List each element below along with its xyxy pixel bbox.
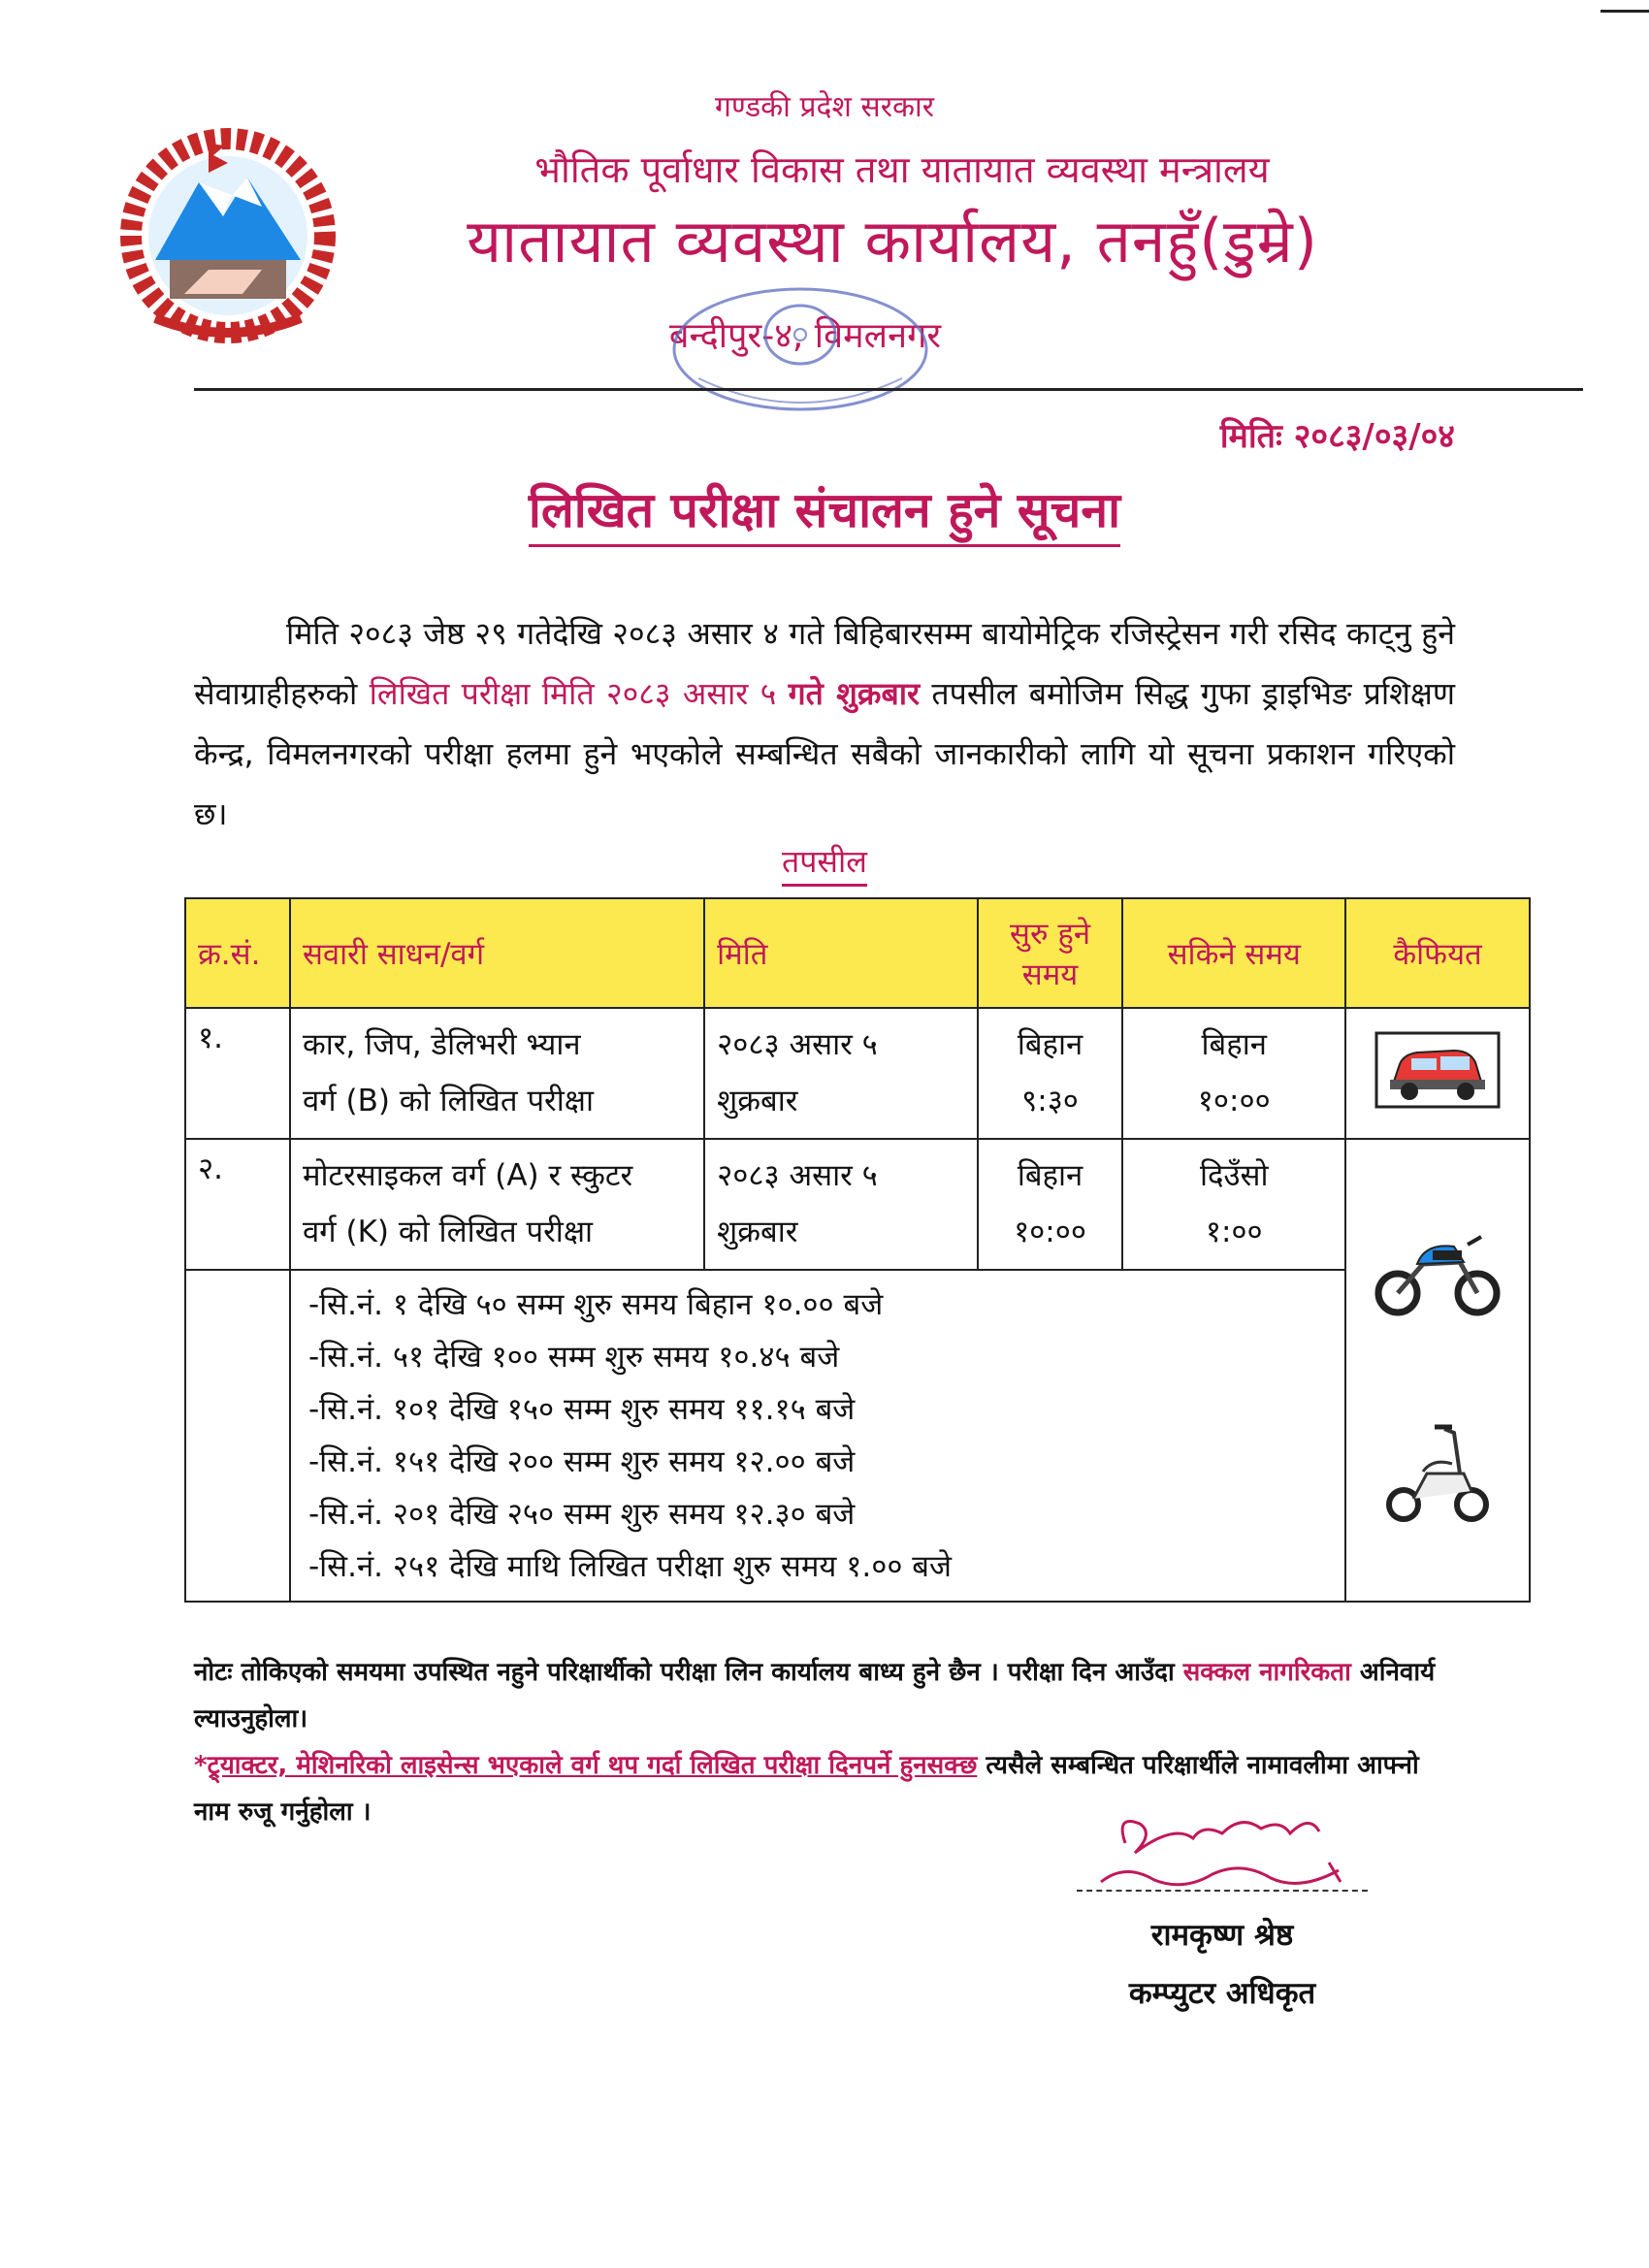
start-line2: १०:०० <box>1014 1215 1086 1249</box>
cell-remarks <box>1345 1008 1530 1139</box>
end-line1: बिहान <box>1201 1027 1267 1062</box>
cell-empty <box>185 1270 290 1602</box>
cell-vehicle <box>290 1008 704 1139</box>
cell-date <box>704 1008 977 1139</box>
notice-date: मितिः २०८३/०३/०४ <box>1219 417 1455 456</box>
vehicle-line1: मोटरसाइकल वर्ग (A) र स्कुटर <box>302 1158 633 1193</box>
note-citizenship: सक्कल नागरिकता <box>1182 1658 1351 1687</box>
table-header-row <box>185 898 1530 1008</box>
corner-mark <box>1600 10 1649 13</box>
cell-sn: २. <box>185 1139 290 1270</box>
body-text-part2: तपसील बमोजिम सिद्ध गुफा ड्राइभिङ प्रशिक्षण केन्द्र, विमलनगरको परीक्षा हलमा हुने भएकोले सम्बन्धित सबैको जानकारीको लागि यो सूचना प्रकाशन गरिएको छ। <box>194 675 1455 832</box>
cell-sn: १. <box>185 1008 290 1139</box>
header-date: मिति <box>704 898 977 1008</box>
session-time-item: -सि.नं. २५१ देखि माथि लिखित परीक्षा शुरु समय १.०० बजे <box>307 1549 953 1584</box>
notice-title-text: लिखित परीक्षा संचालन हुने सूचना <box>529 482 1120 547</box>
schedule-heading-text: तपसील <box>782 843 867 887</box>
date-line1: २०८३ असार ५ <box>717 1158 878 1193</box>
cell-vehicle <box>290 1139 704 1270</box>
note-attendance-text: नोटः तोकिएको समयमा उपस्थित नहुने परिक्षार्थीको परीक्षा लिन कार्यालय बाध्य हुने छैन । परीक्षा दिन आउँदा <box>194 1658 1183 1687</box>
header-end-time: सकिने समय <box>1122 898 1345 1008</box>
body-text-part1: मिति २०८३ जेष्ठ २९ गतेदेखि २०८३ असार ४ गते बिहिबारसम्म बायोमेट्रिक रजिस्ट्रेसन गरी रसिद काट्नु हुने सेवाग्राहीहरुको <box>194 615 1455 712</box>
session-time-item: -सि.नं. ५१ देखि १०० सम्म शुरु समय १०.४५ बजे <box>307 1340 840 1375</box>
table-row <box>185 1139 1530 1270</box>
header-start-time: सुरु हुने समय <box>978 898 1123 1008</box>
cell-session-times <box>290 1270 1345 1602</box>
ministry-name: भौतिक पूर्वाधार विकास तथा यातायात व्यवस्था मन्त्रालय <box>534 148 1270 191</box>
schedule-table <box>184 897 1531 1603</box>
office-name: यातायात व्यवस्था कार्यालय, तनहुँ(डुम्रे) <box>467 206 1318 276</box>
note-tractor-text: त्यसैले सम्बन्धित परिक्षार्थीले नामावलीमा आफ्नो नाम रुजू गर्नुहोला । <box>194 1751 1419 1827</box>
car-icon <box>1374 1031 1501 1109</box>
office-address: बन्दीपुर-४, विमलनगर <box>668 316 942 356</box>
body-highlight-date: लिखित परीक्षा मिति २०८३ असार ५ <box>369 675 789 712</box>
notice-body <box>194 603 1455 844</box>
body-highlight-day: गते शुक्रबार <box>788 675 921 712</box>
cell-start-time <box>978 1008 1123 1139</box>
end-line2: १०:०० <box>1197 1084 1271 1118</box>
start-line1: बिहान <box>1017 1027 1083 1062</box>
start-line1: बिहान <box>1017 1158 1083 1193</box>
table-row <box>185 1008 1530 1139</box>
note-star: * <box>194 1751 208 1780</box>
nepal-emblem-icon <box>116 124 340 347</box>
date-line1: २०८३ असार ५ <box>717 1027 878 1062</box>
cell-end-time <box>1122 1008 1345 1139</box>
start-line2: ९:३० <box>1021 1084 1079 1118</box>
motorcycle-icon <box>1374 1208 1501 1324</box>
note-attendance <box>194 1649 1455 1742</box>
date-line2: शुक्रबार <box>717 1215 798 1249</box>
header-divider <box>194 388 1583 391</box>
government-name: गण्डकी प्रदेश सरकार <box>714 90 935 124</box>
cell-start-time <box>978 1139 1123 1270</box>
cell-end-time <box>1122 1139 1345 1270</box>
header-vehicle: सवारी साधन/वर्ग <box>290 898 704 1008</box>
session-time-item: -सि.नं. १५१ देखि २०० सम्म शुरु समय १२.०० बजे <box>307 1444 856 1479</box>
notice-title <box>291 475 1358 541</box>
end-line2: १:०० <box>1205 1215 1263 1249</box>
scooter-icon <box>1384 1409 1491 1526</box>
table-row <box>185 1270 1530 1602</box>
session-time-item: -सि.नं. १ देखि ५० सम्म शुरु समय बिहान १०.०० बजे <box>307 1287 884 1322</box>
end-line1: दिउँसो <box>1200 1158 1269 1193</box>
note-attendance-end: अनिवार्य ल्याउनुहोला। <box>194 1658 1436 1733</box>
note-tractor-highlight: ट्र्याक्टर, मेशिनरिको लाइसेन्स भएकाले वर्ग थप गर्दा लिखित परीक्षा दिनपर्ने हुनसक्छ <box>207 1751 978 1780</box>
signer-name: रामकृष्ण श्रेष्ठ <box>1150 1918 1294 1953</box>
session-time-item: -सि.नं. २०१ देखि २५० सम्म शुरु समय १२.३० बजे <box>307 1497 856 1532</box>
date-line2: शुक्रबार <box>717 1084 798 1118</box>
signer-block <box>1048 1906 1397 2023</box>
header-remarks: कैफियत <box>1345 898 1530 1008</box>
signer-post: कम्प्युटर अधिकृत <box>1128 1976 1316 2011</box>
signature-line <box>1077 1890 1368 1892</box>
schedule-heading <box>0 840 1649 882</box>
vehicle-line2: वर्ग (K) को लिखित परीक्षा <box>302 1215 594 1249</box>
session-time-item: -सि.नं. १०१ देखि १५० सम्म शुरु समय ११.१५ बजे <box>307 1392 856 1427</box>
cell-date <box>704 1139 977 1270</box>
header-sn: क्र.सं. <box>185 898 290 1008</box>
vehicle-line1: कार, जिप, डेलिभरी भ्यान <box>302 1027 581 1062</box>
cell-remarks <box>1345 1139 1530 1602</box>
office-stamp-icon <box>669 281 931 437</box>
notice-paragraph <box>194 603 1455 844</box>
vehicle-line2: वर्ग (B) को लिखित परीक्षा <box>302 1084 595 1118</box>
